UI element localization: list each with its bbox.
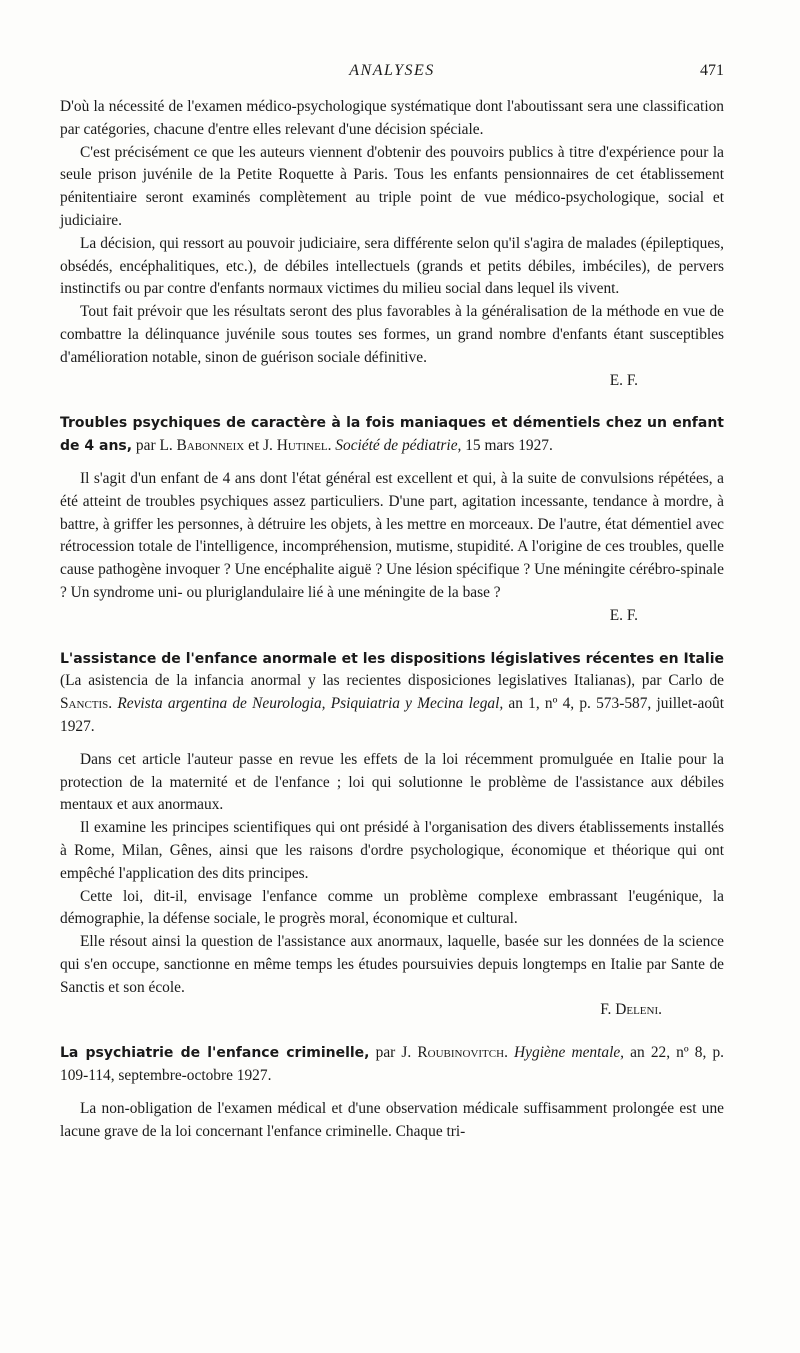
intro-paragraph: D'où la nécessité de l'examen médico-psychologique systématique dont l'aboutissant sera une classification par catégories, chacune d'entre elles relevant d'une décision spéciale. — [60, 98, 724, 138]
article-title: La psychiatrie de l'enfance criminelle, — [60, 1045, 370, 1062]
article-title: L'assistance de l'enfance anormale et les dispositions législatives récentes en Italie — [60, 650, 724, 667]
article-title: Troubles psychiques de caractère à la fois maniaques et démentiels chez un enfant de 4 ans, — [60, 415, 724, 455]
article-signature: E. F. — [609, 606, 638, 624]
article-heading: La psychiatrie de l'enfance criminelle, par J. Roubinovitch. Hygiène mentale, an 22, nº 8, p. 109-114, septembre-octobre 1927. — [60, 1044, 724, 1085]
author-name: Roubinovitch — [417, 1044, 505, 1062]
intro-paragraph: La décision, qui ressort au pouvoir judiciaire, sera différente selon qu'il s'agira de malades (épileptiques, obsédés, encéphalitiques, etc.), de débiles intellectuels (grands et petits débiles, imbéciles), de pervers instinctifs ou par contre d'enfants normaux victimes du milieu social dans lequel ils vivent. — [60, 234, 724, 298]
running-title: ANALYSES — [349, 62, 435, 79]
article-source: Société de pédiatrie, — [335, 437, 462, 455]
page-number: 471 — [700, 62, 724, 79]
article-body: Dans cet article l'auteur passe en revue les effets de la loi récemment promulguée en Italie pour la protection de la maternité et de l'enfance ; loi qui solutionne le problème de l'assistance aux débiles mentaux et aux anormaux. — [60, 750, 724, 814]
author-name: Babonneix — [176, 437, 245, 455]
article-source: Revista argentina de Neurologia, Psiquiatria y Mecina legal, — [117, 695, 504, 713]
page-content — [60, 96, 724, 1143]
author-name: Hutinel — [276, 437, 328, 455]
article-body: Elle résout ainsi la question de l'assistance aux anormaux, laquelle, basée sur les données de la science qui s'en occupe, sanctionne en même temps les études poursuivies depuis longtemps en Italie par Sante de Sanctis et son école. — [60, 933, 724, 996]
article-body: Il examine les principes scientifiques qui ont présidé à l'organisation des divers établissements installés à Rome, Milan, Gênes, ainsi que les raisons d'ordre psychologique, économique et théorique qui ont empêché l'application des dits principes. — [60, 819, 724, 882]
article-body: La non-obligation de l'examen médical et d'une observation médicale suffisamment prolongée est une lacune grave de la loi concernant l'enfance criminelle. Chaque tri- — [60, 1099, 724, 1140]
article-body: Il s'agit d'un enfant de 4 ans dont l'état général est excellent et qui, à la suite de convulsions répétées, a été atteint de troubles psychiques assez particuliers. D'une part, agitation incessante, tendance à mordre, à battre, à griffer les personnes, à détruire les objets, à les mettre en morceaux. De l'autre, état démentiel avec rétrocession totale de l'intelligence, incompréhension, mutisme, stupidité. A l'origine de ces troubles, quelle cause pathogène invoquer ? Une encéphalite aiguë ? Une lésion spécifique ? Une méningite cérébro-spinale ? Un syndrome uni- ou pluriglandulaire lié à une méningite de la base ? — [60, 469, 724, 601]
page-header — [60, 62, 724, 86]
author-name: Sanctis — [60, 695, 109, 713]
article-source: Hygiène mentale, — [514, 1044, 625, 1062]
article-heading: L'assistance de l'enfance anormale et les dispositions législatives récentes en Italie (La asistencia de la infancia anormal y las recientes disposiciones legislatives Italianas), par Carlo de Sanctis. Revista argentina de Neurologia, Psiquiatria y Mecina legal, an 1, nº 4, p. 573-587, juillet-août 1927. — [60, 650, 725, 735]
article-signature: F. Deleni. — [600, 1001, 662, 1019]
intro-paragraph: C'est précisément ce que les auteurs viennent d'obtenir des pouvoirs publics à titre d'expérience pour la seule prison juvénile de la Petite Roquette à Paris. Tous les enfants pensionnaires de cet établissement pénitentiaire seront examinés complètement au triple point de vue médico-psychologique, social et judiciaire. — [60, 143, 724, 229]
intro-signature: E. F. — [609, 371, 638, 389]
article-heading: Troubles psychiques de caractère à la fois maniaques et démentiels chez un enfant de 4 ans, par L. Babonneix et J. Hutinel. Société de pédiatrie, 15 mars 1927. — [60, 415, 724, 455]
intro-paragraph: Tout fait prévoir que les résultats seront des plus favorables à la généralisation de la méthode en vue de combattre la délinquance juvénile sous toutes ses formes, un grand nombre d'enfants étant susceptibles d'amélioration notable, sinon de guérison sociale définitive. — [60, 303, 724, 366]
article-body: Cette loi, dit-il, envisage l'enfance comme un problème complexe embrassant l'eugénique, la démographie, la défense sociale, le progrès moral, économique et cultural. — [60, 887, 724, 928]
